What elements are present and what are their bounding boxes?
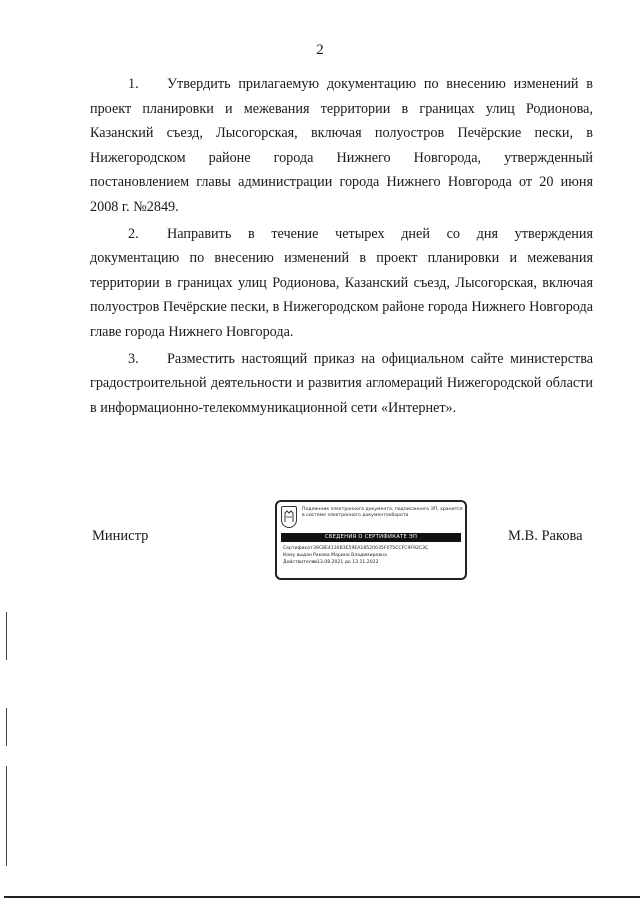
paragraph-text: Направить в течение четырех дней со дня утверждения документацию по внесению изменений в проект планировки и межевания территории в границах улиц Родионова, Казанский съезд, Лысогорская, включая полуостров Печёрские пески, в Нижегородском районе города Нижнего Новгорода главе города Нижнего Новгорода. (90, 225, 593, 340)
issued-to-value: Ракова Марина Владимировна (313, 553, 387, 558)
paragraph-number: 1. (128, 76, 139, 92)
signer-name: М.В. Ракова (508, 528, 583, 544)
certificate-label: Сертификат (283, 546, 313, 551)
stamp-header: СВЕДЕНИЯ О СЕРТИФИКАТЕ ЭП (281, 533, 461, 542)
electronic-signature-stamp (275, 500, 467, 580)
valid-value: с 13.08.2021 до 13.11.2022 (313, 560, 379, 565)
valid-label: Действителен (283, 560, 318, 565)
paragraph-number: 3. (128, 350, 139, 367)
issued-to-label: Кому выдан (283, 553, 313, 558)
stamp-top (281, 506, 463, 530)
scan-artifact (6, 766, 7, 866)
stamp-details (283, 545, 463, 566)
paragraph-number: 2. (128, 225, 139, 242)
scan-artifact (6, 612, 7, 660)
stamp-notice: Подлинник электронного документа, подписанного ЭП, хранится в системе электронного документооборота (302, 507, 463, 518)
document-body (90, 72, 593, 422)
scan-artifact (6, 708, 7, 746)
page-number: 2 (316, 42, 324, 58)
paragraph-3 (90, 347, 593, 421)
paragraph-text: Утвердить прилагаемую документацию по внесению изменений в проект планировки и межевания территории в границах улиц Родионова, Казанский съезд, Лысогорская, включая полуостров Печёрские пески, в Нижегородском районе города Нижнего Новгорода, утвержденный постановлением главы администрации города Нижнего Новгорода от 20 июня 2008 г. №2849. (90, 76, 593, 215)
scan-artifact (4, 896, 640, 898)
certificate-row (283, 545, 463, 552)
valid-row (283, 559, 463, 566)
certificate-value: 39C8E4130B3E59EA18520035F075CCFC9F92C3C (313, 546, 429, 551)
paragraph-1 (90, 72, 593, 220)
signature-block (0, 498, 640, 588)
paragraph-text: Разместить настоящий приказ на официальном сайте министерства градостроительной деятельности и развития агломераций Нижегородской области в информационно-телекоммуникационной сети «Интернет». (90, 350, 593, 416)
issued-to-row (283, 552, 463, 559)
signer-title: Министр (92, 528, 149, 544)
coat-of-arms-icon (281, 506, 297, 528)
paragraph-2 (90, 222, 593, 345)
